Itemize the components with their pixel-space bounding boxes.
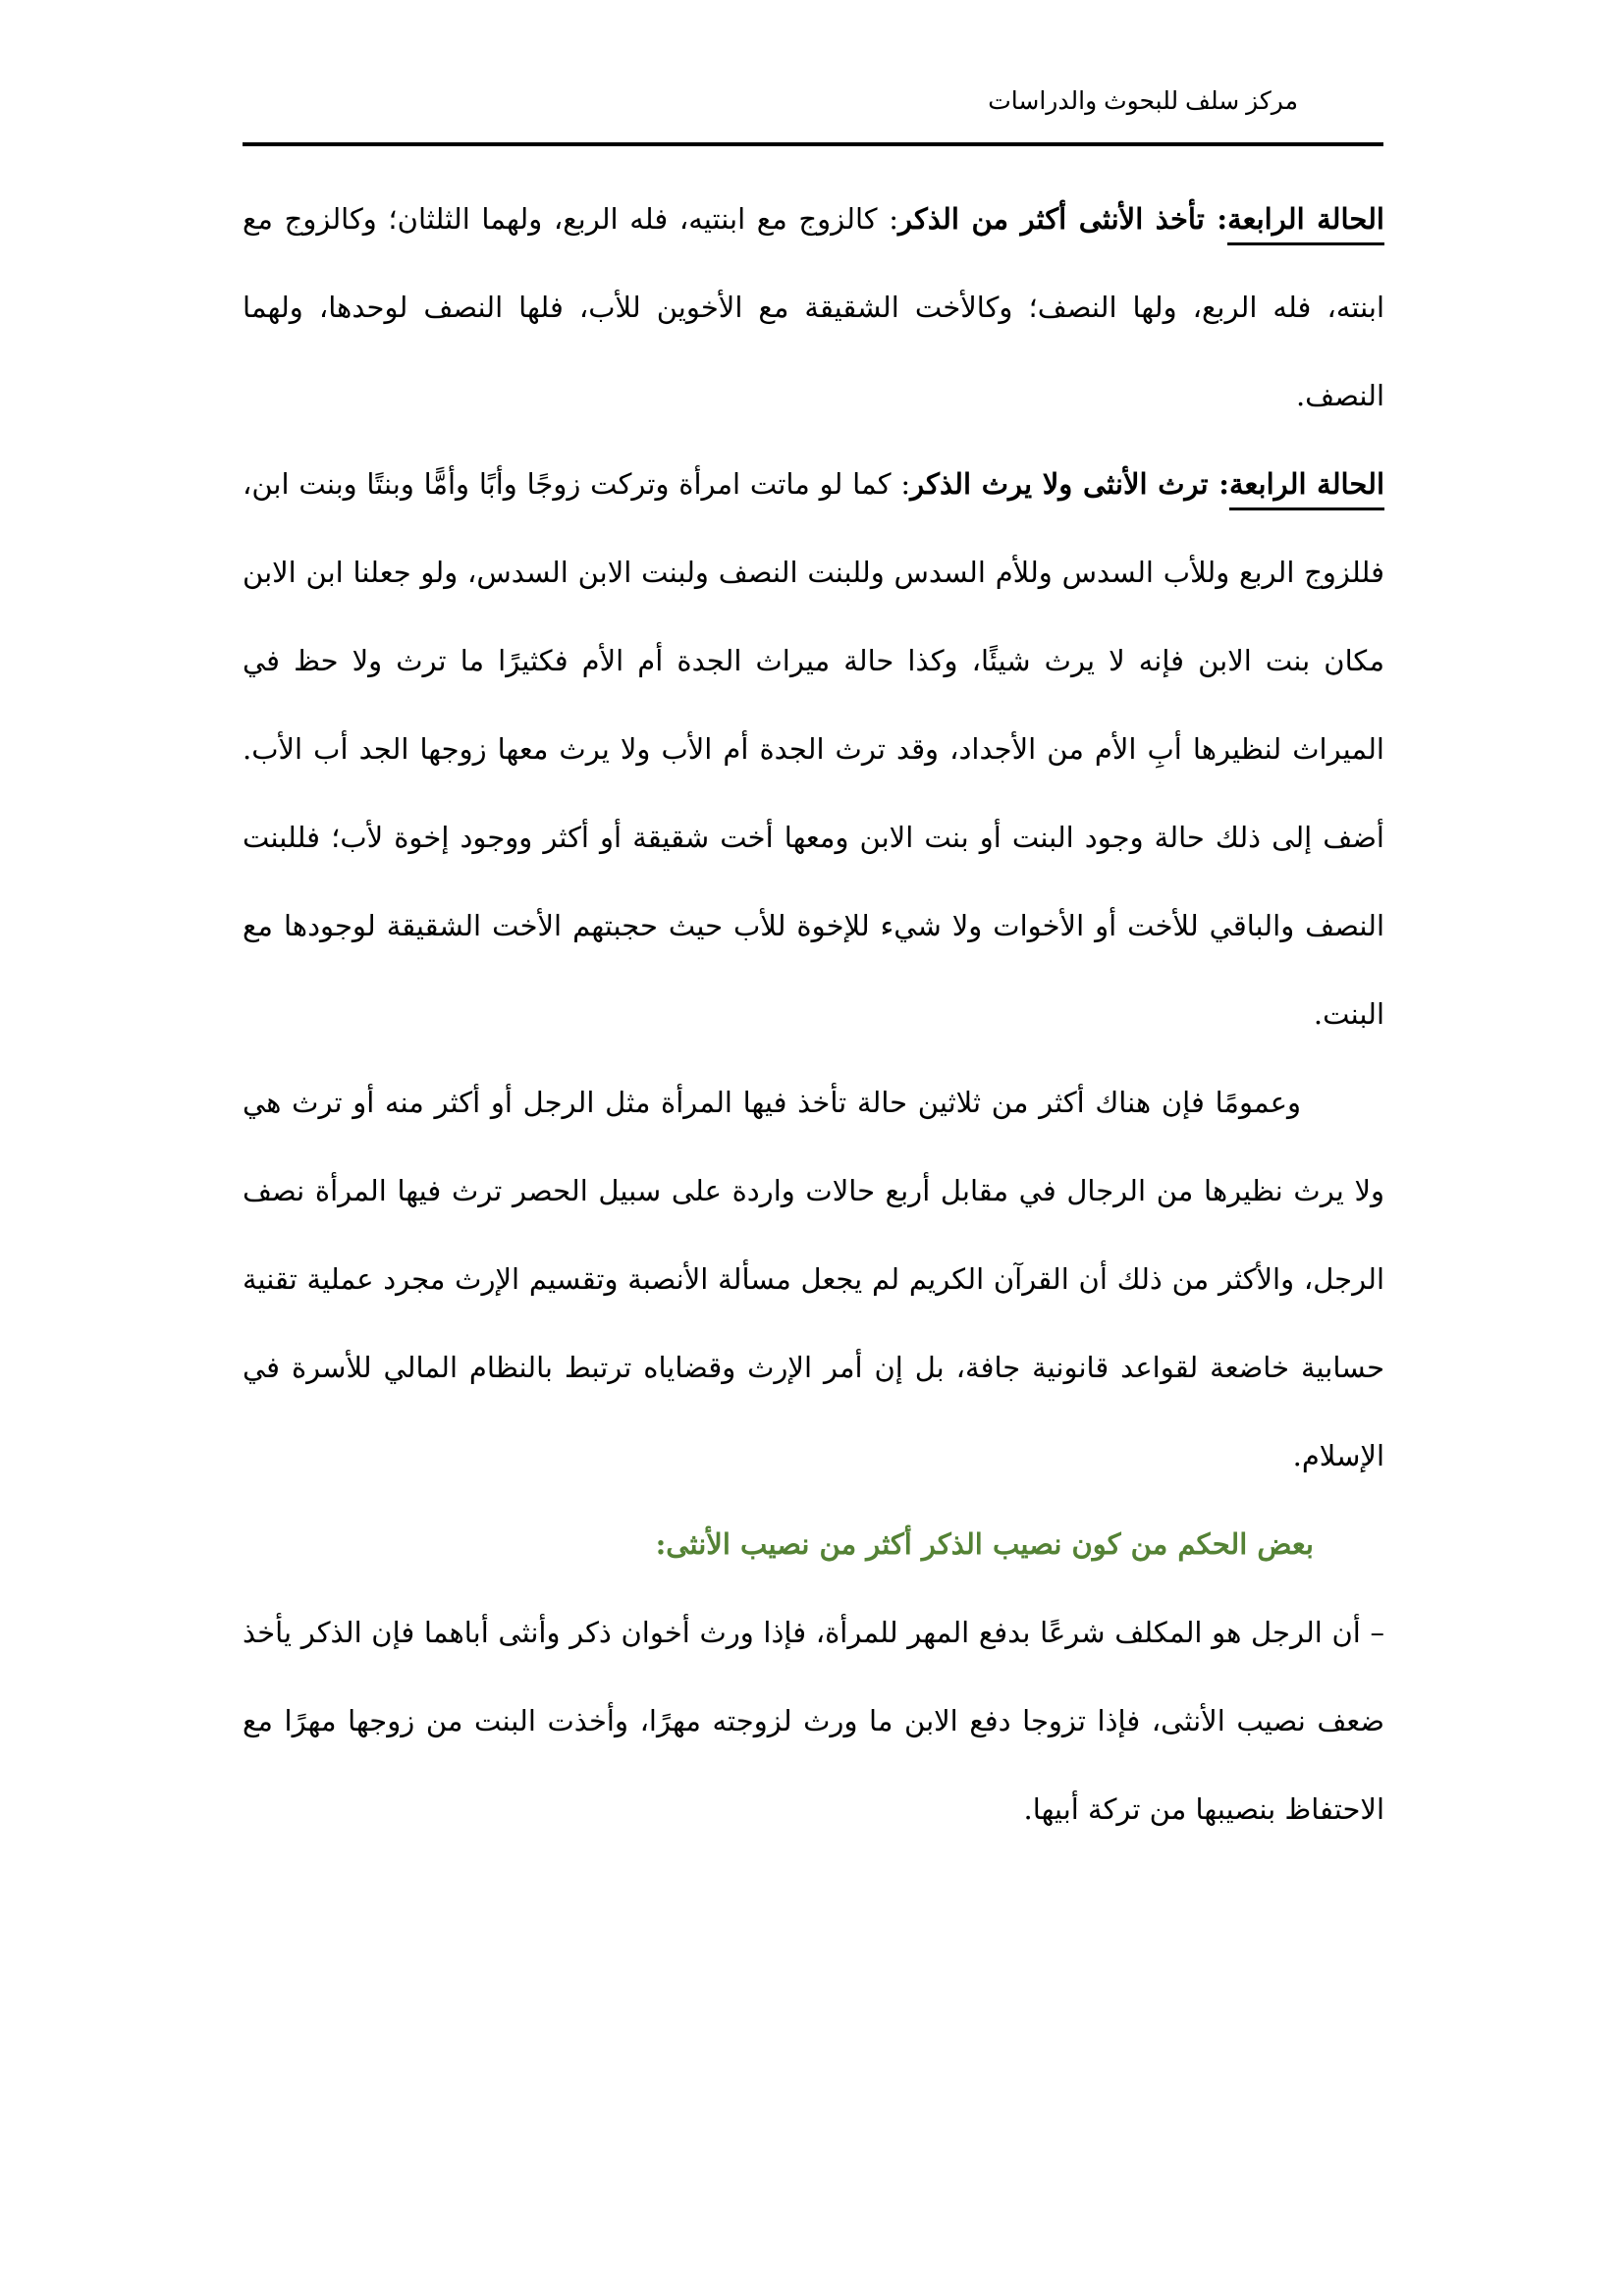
case-text: كما لو ماتت امرأة وتركت زوجًا وأبًا وأمًّا وبنتًا وبنت ابن، فللزوج الربع وللأب السدس وللأم السدس وللبنت النصف ولبنت الابن السدس، ولو جعلنا ابن الابن مكان بنت الابن فإنه لا يرث شيئًا، وكذا حالة ميراث الجدة أم الأم فكثيرًا ما ترث ولا حظ في الميراث لنظيرها أبِ الأم من الأجداد، وقد ترث الجدة أم الأب ولا يرث معها زوجها الجد أب الأب. أضف إلى ذلك حالة وجود البنت أو بنت الابن ومعها أخت شقيقة أو أكثر ووجود إخوة لأب؛ فللبنت النصف والباقي للأخت أو الأخوات ولا شيء للإخوة للأب حيث حجبتهم الأخت الشقيقة لوجودها مع البنت. xyxy=(243,467,1384,1031)
list-item-text: أن الرجل هو المكلف شرعًا بدفع المهر للمرأة، فإذا ورث أخوان ذكر وأنثى أباهما فإن الذكر يأخذ ضعف نصيب الأنثى، فإذا تزوجا دفع الابن ما ورث لزوجته مهرًا، وأخذت البنت من زوجها مهرًا مع الاحتفاظ بنصيبها من تركة أبيها. xyxy=(243,1616,1384,1826)
body-text xyxy=(243,175,1384,1853)
case-title: ترث الأنثى ولا يرث الذكر xyxy=(910,467,1209,501)
case-label xyxy=(898,202,1384,236)
paragraph-case-female-inherits-male-not xyxy=(243,440,1384,1058)
header-rule xyxy=(243,142,1383,146)
case-label-underlined: الحالة الرابعة xyxy=(1228,467,1385,501)
case-colon: : xyxy=(877,202,899,236)
paragraph-general-summary: وعمومًا فإن هناك أكثر من ثلاثين حالة تأخذ فيها المرأة مثل الرجل أو أكثر منه أو ترث هي ولا يرث نظيرها من الرجال في مقابل أربع حالات واردة على سبيل الحصر ترث فيها المرأة نصف الرجل، والأكثر من ذلك أن القرآن الكريم لم يجعل مسألة الأنصبة وتقسيم الإرث مجرد عملية تقنية حسابية خاضعة لقواعد قانونية جافة، بل إن أمر الإرث وقضاياه ترتبط بالنظام المالي للأسرة في الإسلام. xyxy=(243,1086,1384,1472)
paragraph-case-female-takes-more xyxy=(243,175,1384,440)
running-header: مركز سلف للبحوث والدراسات xyxy=(988,87,1298,115)
list-bullet: – xyxy=(1370,1616,1385,1649)
case-label-sep: : xyxy=(1208,467,1229,501)
list-item xyxy=(243,1588,1384,1853)
case-colon: : xyxy=(891,467,911,501)
section-subheading: بعض الحكم من كون نصيب الذكر أكثر من نصيب الأنثى: xyxy=(655,1527,1314,1561)
case-label-underlined: الحالة الرابعة xyxy=(1227,202,1384,236)
case-label-sep: : xyxy=(1204,202,1228,236)
case-text: كالزوج مع ابنتيه، فله الربع، ولهما الثلثان؛ وكالزوج مع ابنته، فله الربع، ولها النصف؛ وكالأخت الشقيقة مع الأخوين للأب، فلها النصف لوحدها، ولهما النصف. xyxy=(243,202,1384,412)
case-title: تأخذ الأنثى أكثر من الذكر xyxy=(898,202,1205,236)
case-label xyxy=(910,467,1384,501)
